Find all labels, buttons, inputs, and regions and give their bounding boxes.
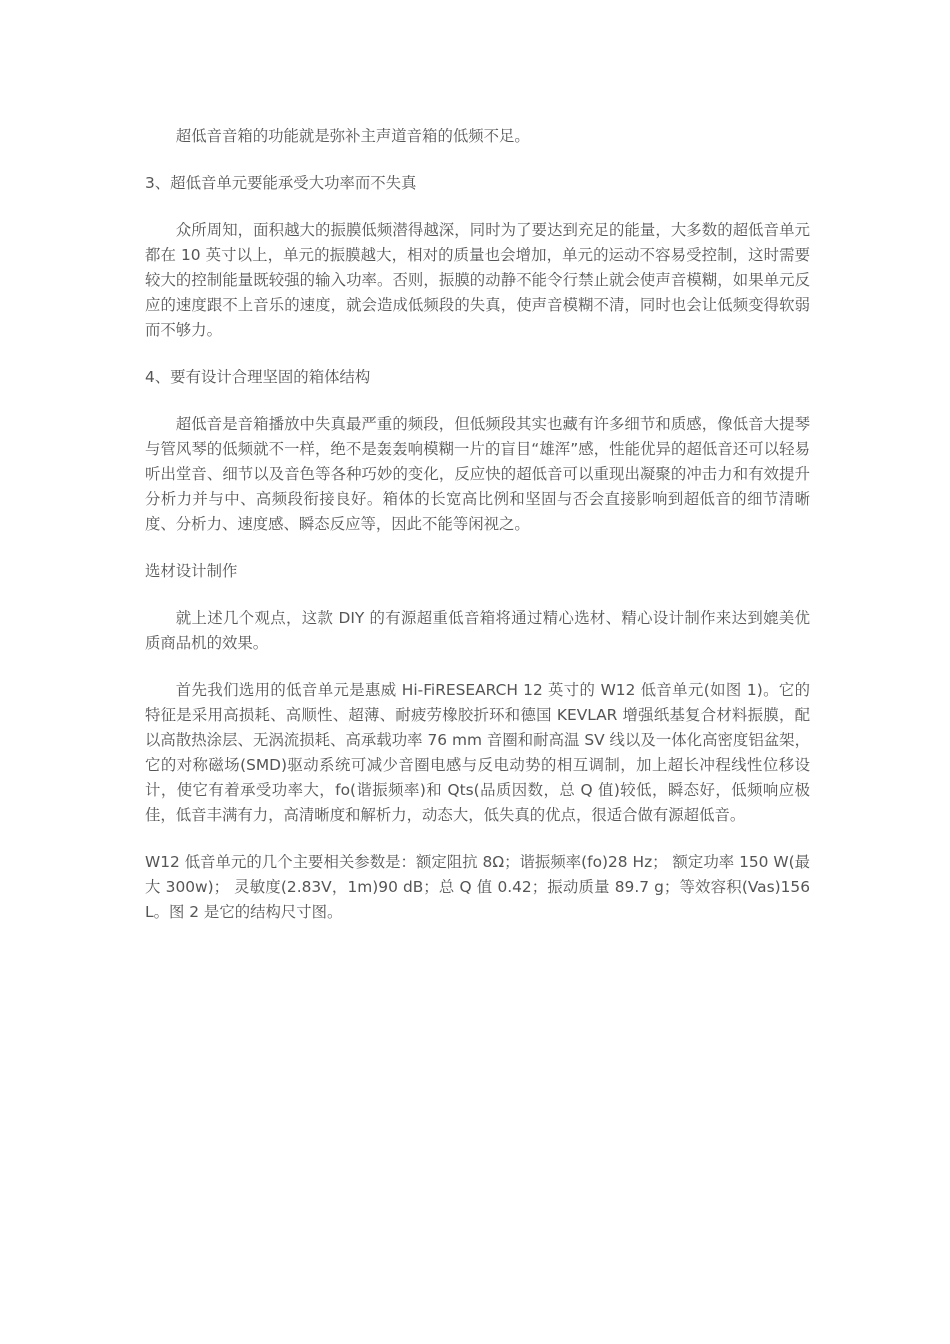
paragraph-subwoofer-purpose: 超低音音箱的功能就是弥补主声道音箱的低频不足。: [175, 127, 530, 145]
paragraph-w12-features: 首先我们选用的低音单元是惠威 Hi-FiRESEARCH 12 英寸的 W12 低音单元(如图 1)。它的特征是采用高损耗、高顺性、超薄、耐疲劳橡胶折环和德国 KEVLAR 增强纸基复合材料振膜，配以高散热涂层、无涡流损耗、高承载功率 76 mm 音圈和耐高温 SV 线以及一体化高密度铝盆架，它的对称磁场(SMD)驱动系统可减少音圈电感与反电动势的相互调制，加上超长冲程线性位移设计，使它有着承受功率大，fo(谐振频率)和 Qts(品质因数，总 Q 值)较低，瞬态好，低频响应极佳，低音丰满有力，高清晰度和解析力，动态大，低失真的优点，很适合做有源超低音。: [145, 681, 810, 824]
document-page: [145, 124, 810, 947]
section-heading-4: 4、要有设计合理坚固的箱体结构: [145, 368, 371, 386]
paragraph-diy-intro: 就上述几个观点，这款 DIY 的有源超重低音箱将通过精心选材、精心设计制作来达到媲美优质商品机的效果。: [145, 609, 810, 652]
paragraph-power-handling: 众所周知，面积越大的振膜低频潜得越深，同时为了要达到充足的能量，大多数的超低音单元都在 10 英寸以上，单元的振膜越大，相对的质量也会增加，单元的运动不容易受控制，这时需要较大的控制能量既较强的输入功率。否则，振膜的动静不能令行禁止就会使声音模糊，如果单元反应的速度跟不上音乐的速度，就会造成低频段的失真，使声音模糊不清，同时也会让低频变得软弱而不够力。: [145, 221, 810, 339]
section-heading-materials: 选材设计制作: [145, 562, 238, 580]
section-heading-3: 3、超低音单元要能承受大功率而不失真: [145, 174, 417, 192]
paragraph-cabinet-structure: 超低音是音箱播放中失真最严重的频段，但低频段其实也藏有许多细节和质感，像低音大提琴与管风琴的低频就不一样，绝不是轰轰响模糊一片的盲目“雄浑”感，性能优异的超低音还可以轻易听出堂音、细节以及音色等各种巧妙的变化，反应快的超低音可以重现出凝聚的冲击力和有效提升分析力并与中、高频段衔接良好。箱体的长宽高比例和坚固与否会直接影响到超低音的细节清晰度、分析力、速度感、瞬态反应等，因此不能等闲视之。: [145, 415, 810, 533]
paragraph-w12-parameters: W12 低音单元的几个主要相关参数是：额定阻抗 8Ω；谐振频率(fo)28 Hz； 额定功率 150 W(最大 300w)； 灵敏度(2.83V，1m)90 dB；总 Q 值 0.42；振动质量 89.7 g；等效容积(Vas)156 L。图 2 是它的结构尺寸图。: [145, 853, 810, 921]
